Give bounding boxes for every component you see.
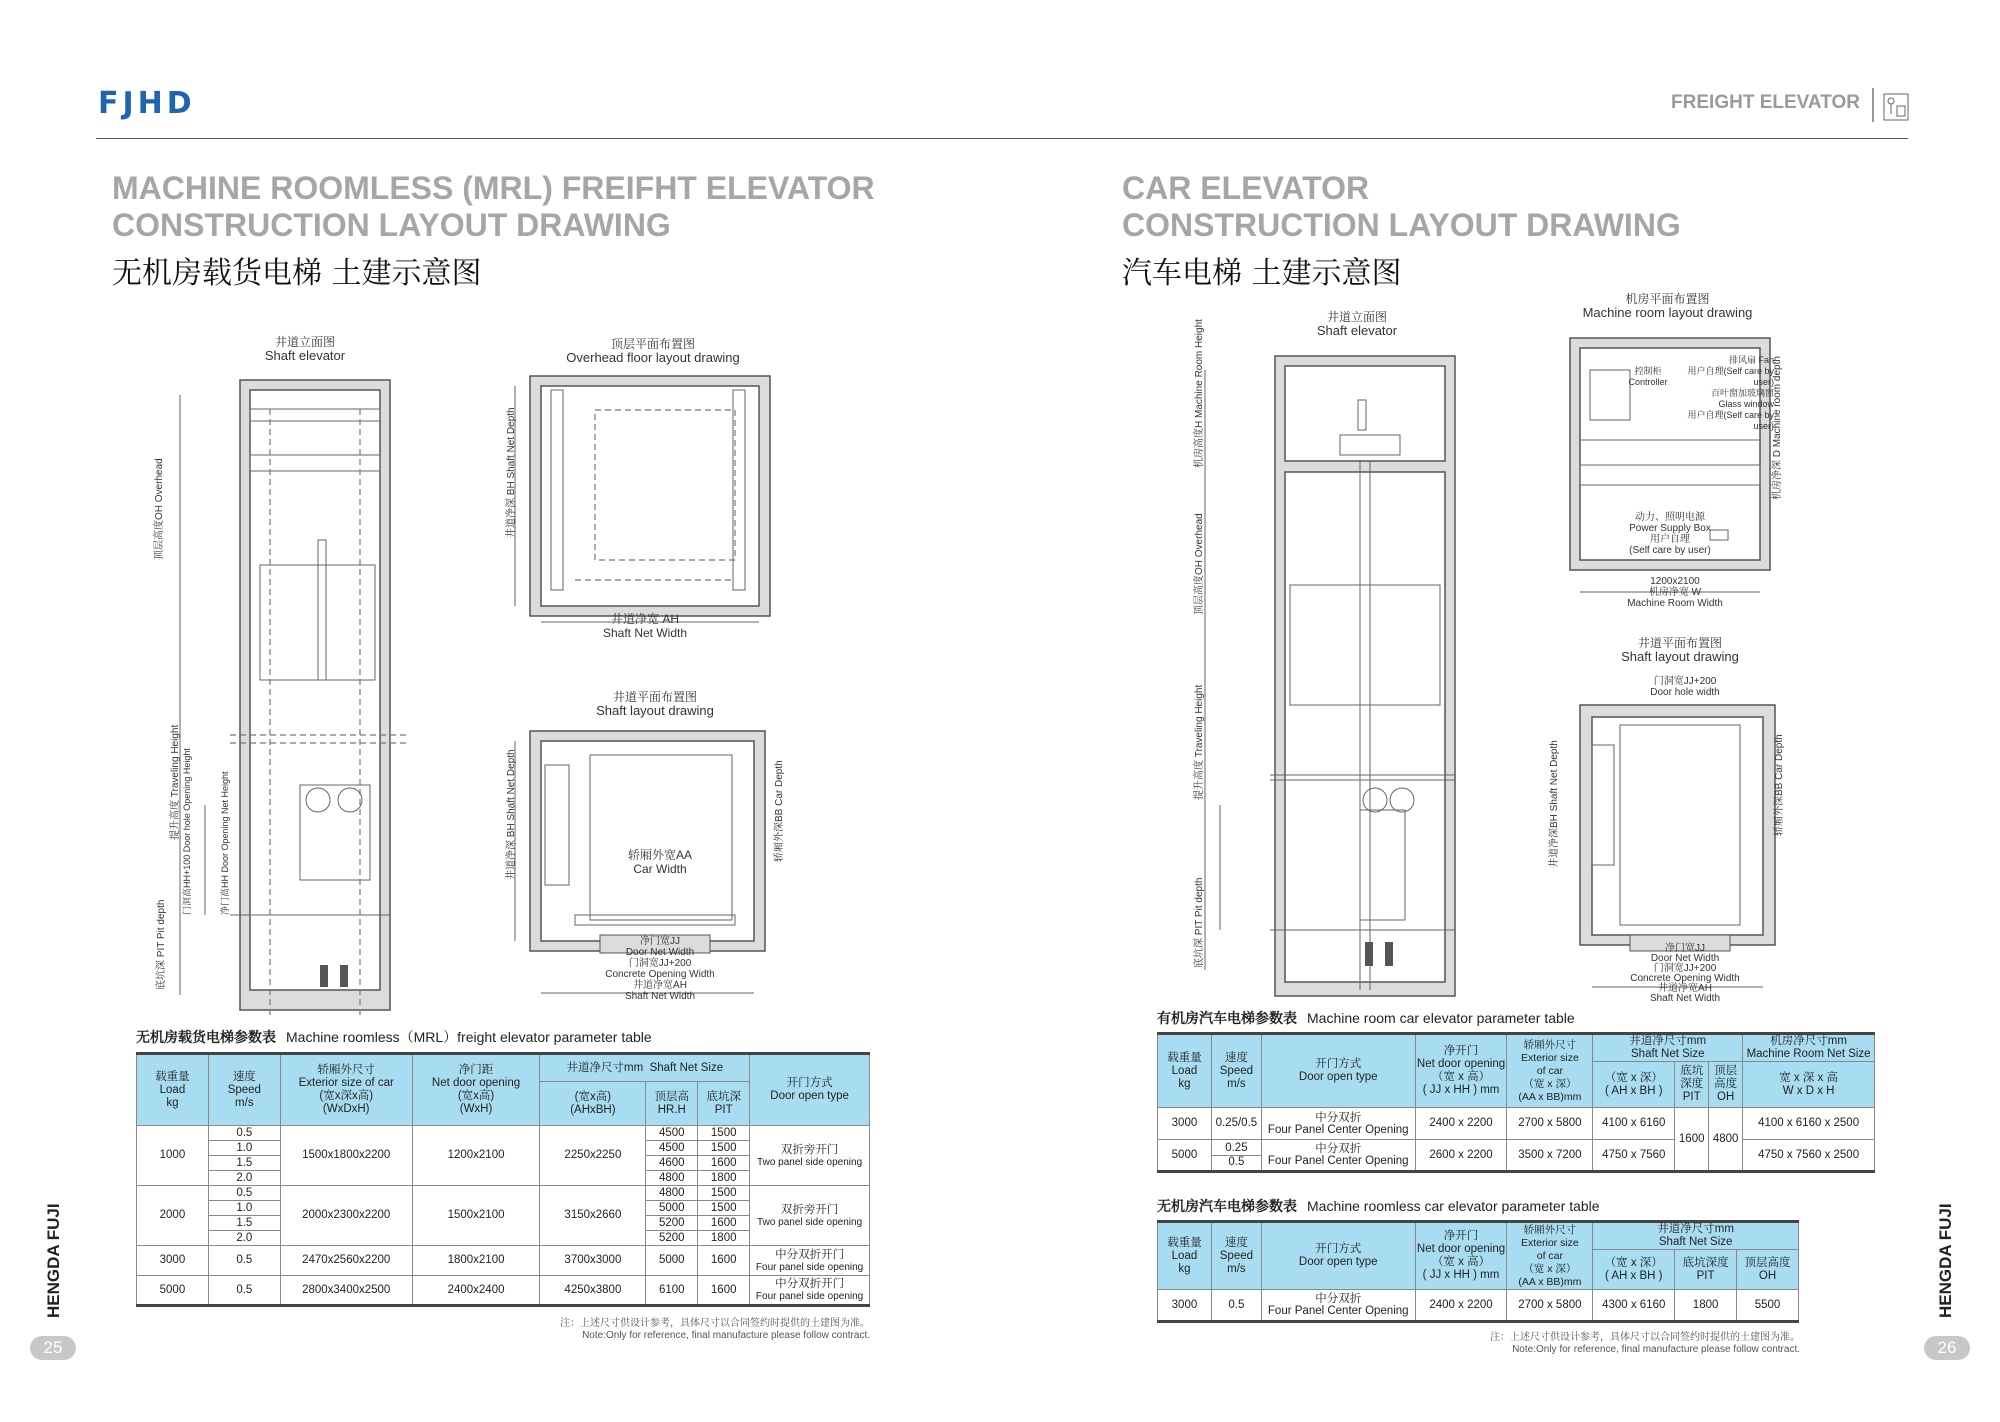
right-mr-fan-label: 排风扇 Fan 用户自理(Self care by user) 百叶窗加玻璃窗 Glass window 用户自理(Self care by user) — [1687, 355, 1774, 431]
left-overhead-label: 顶层平面布置图 Overhead floor layout drawing — [566, 337, 740, 365]
table-row: 2.0 5200 1800 — [137, 1231, 870, 1246]
table-row: 5000 0.5 2800x3400x2500 2400x2400 4250x3800 6100 1600 中分双折开门 Four panel side opening — [137, 1276, 870, 1306]
right-machine-room-label: 机房平面布置图 Machine room layout drawing — [1582, 292, 1753, 320]
header-divider — [96, 138, 1908, 139]
table-row: 1.0 4500 1500 — [137, 1141, 870, 1156]
right-mr-depth-dim: 机房净深 D Machine room depth — [1772, 356, 1783, 500]
table-row: 1.5 5200 1600 — [137, 1216, 870, 1231]
right-travel-dim: 提升高度 Traveling Height — [1194, 684, 1205, 800]
left-shaft-elevator-label: 井道立面图 Shaft elevator — [264, 335, 346, 363]
right-mr-height-dim: 机房高度H Machine Room Height — [1194, 319, 1205, 468]
right-plan-bb-dim: 轿厢外深BB Car Depth — [1774, 734, 1785, 836]
th-load: 载重量 Load kg — [137, 1054, 209, 1126]
left-shaft-layout-label: 井道平面布置图 Shaft layout drawing — [596, 690, 714, 718]
car-elevator-param-table: 载重量 Load kg 速度 Speed m/s 开门方式 Door open type 净开门 Net door opening （宽 x 高） ( JJ x HH ) mm 轿厢外尺寸 Exterior size of car （宽 x 深） (AA x BB)mm 井道净尺寸mm Shaft Net Size 机房净尺寸mm Machine Room Net Size （宽 x 深） ( AH x BH ) 底坑 深度 PIT 顶层 高度 OH 宽 x 深 x 高 W x D x H 3000 0.25/0.5 中分双折 Four Panel Center Opening 2400 x 2200 2700 x 5800 4100 x 6160 1600 4800 4100 x 6160 x 2500 5000 0.25 0.5 中分双折 Four Panel Center Opening 2600 x 2200 3500 x 7200 4750 x 7560 4750 x 7560 x 2500 — [1157, 1032, 1875, 1173]
right-pit-dim: 底坑深 PIT Pit depth — [1194, 877, 1205, 968]
right-table1-title: 有机房汽车电梯参数表 Machine room car elevator parameter table — [1157, 1010, 1575, 1027]
left-table-title: 无机房载货电梯参数表 Machine roomless（MRL）freight elevator parameter table — [136, 1029, 652, 1046]
th-shaft-wd: (宽x高) (AHxBH) — [540, 1082, 646, 1126]
right-table2-title: 无机房汽车电梯参数表 Machine roomless car elevator parameter table — [1157, 1198, 1600, 1215]
left-overhead-bh-dim: 井道净深 BH Shaft Net Depth — [506, 407, 517, 538]
left-travel-dim: 提升高度 Traveling Height — [170, 724, 181, 840]
left-door-height-dim: 门洞高HH+100 Door hole Opening Height — [182, 748, 192, 915]
left-plan-bh-dim: 井道净深 BH Shaft Net Depth — [506, 749, 517, 880]
right-title-en-2: CONSTRUCTION LAYOUT DRAWING — [1122, 207, 1681, 243]
left-overhead-ah-dim: 井道净宽 AH Shaft Net Width — [602, 612, 688, 640]
table-row: 2000 0.5 2000x2300x2200 1500x2100 3150x2660 4800 1500 双折旁开门 Two panel side opening — [137, 1186, 870, 1201]
th-shaft-group: 井道净尺寸mm Shaft Net Size — [540, 1054, 750, 1082]
table-row: 1000 0.5 1500x1800x2200 1200x2100 2250x2250 4500 1500 双折旁开门 Two panel side opening — [137, 1126, 870, 1141]
th-door: 净门距 Net door opening (宽x高) (WxH) — [412, 1054, 540, 1126]
side-brand-left: HENGDA FUJI — [44, 1203, 63, 1318]
table-row: 5000 0.25 0.5 中分双折 Four Panel Center Opening 2600 x 2200 3500 x 7200 4750 x 7560 4750 x 7560 x 2500 — [1158, 1140, 1875, 1172]
th-speed: 速度 Speed m/s — [208, 1054, 280, 1126]
right-shaft-elevator-label: 井道立面图 Shaft elevator — [1316, 310, 1398, 338]
left-plan-door-dims: 净门宽JJ Door Net Width 门洞宽JJ+200 Concrete Opening Width 井道净宽AH Shaft Net Width — [605, 936, 715, 1002]
table-row: 3000 0.5 中分双折 Four Panel Center Opening 2400 x 2200 2700 x 5800 4300 x 6160 1800 5500 — [1158, 1290, 1799, 1322]
table-row: 1.5 4600 1600 — [137, 1156, 870, 1171]
elevator-icon — [1872, 88, 1908, 122]
mrl-car-elevator-param-table: 载重量 Load kg 速度 Speed m/s 开门方式 Door open type 净开门 Net door opening （宽 x 高） ( JJ x HH ) mm 轿厢外尺寸 Exterior size of car （宽 x 深） (AA x BB)mm 井道净尺寸mm Shaft Net Size （宽 x 深） ( AH x BH ) 底坑深度 PIT 顶层高度 OH 3000 0.5 中分双折 Four Panel Center Opening 2400 x 2200 2700 x 5800 4300 x 6160 1800 5500 — [1157, 1220, 1799, 1323]
side-brand-right: HENGDA FUJI — [1936, 1203, 1955, 1318]
right-mr-width-dim: 1200x2100 机房净宽 W Machine Room Width — [1627, 576, 1723, 609]
table-row: 1.0 5000 1500 — [137, 1201, 870, 1216]
table-row: 3000 0.25/0.5 中分双折 Four Panel Center Opening 2400 x 2200 2700 x 5800 4100 x 6160 1600 4800 4100 x 6160 x 2500 — [1158, 1108, 1875, 1140]
th-shaft-top: 顶层高 HR.H — [646, 1082, 698, 1126]
left-plan-bb-dim: 轿厢外深BB Car Depth — [774, 760, 785, 862]
left-title-en-1: MACHINE ROOMLESS (MRL) FREIFHT ELEVATOR — [112, 170, 875, 206]
left-title-cn: 无机房载货电梯 土建示意图 — [112, 256, 482, 291]
right-title-cn: 汽车电梯 土建示意图 — [1122, 256, 1402, 291]
right-plan-door-hole-dim: 门洞宽JJ+200 Door hole width — [1650, 676, 1720, 698]
mrl-freight-param-table — [136, 1052, 870, 1307]
page-number-right: 26 — [1924, 1336, 1970, 1360]
left-door-net-height-dim: 净门高HH Door Opening Net Height — [220, 771, 230, 915]
brand-logo: FJHD — [98, 86, 196, 121]
right-shaft-elevation-drawing — [1180, 350, 1440, 990]
right-plan-bh-dim: 井道净深BH Shaft Net Depth — [1549, 740, 1560, 868]
left-overhead-dim: 顶层高度OH Overhead — [154, 458, 165, 560]
right-table-note: 注：上述尺寸供设计参考，具体尺寸以合同签约时提供的土建图为准。 Note:Only for reference, final manufacture please follow contract. — [1490, 1332, 1800, 1355]
th-shaft-pit: 底坑深 PIT — [698, 1082, 750, 1126]
left-plan-aa-dim: 轿厢外宽AA Car Width — [627, 848, 692, 876]
right-power-label: 动力、照明电源 Power Supply Box 用户自理 (Self care by user) — [1629, 512, 1711, 556]
page-number-left: 25 — [30, 1336, 76, 1360]
th-car-size: 轿厢外尺寸 Exterior size of car (宽x深x高) (WxDxH) — [280, 1054, 412, 1126]
th-open-type: 开门方式 Door open type — [750, 1054, 870, 1126]
left-overhead-plan-drawing — [505, 370, 755, 630]
left-pit-dim: 底坑深 PIT Pit depth — [156, 899, 167, 990]
right-plan-door-dims: 净门宽JJ Door Net Width 门洞宽JJ+200 Concrete Opening Width 井道净宽AH Shaft Net Width — [1630, 943, 1740, 1004]
left-table-note: 注：上述尺寸供设计参考，具体尺寸以合同签约时提供的土建图为准。 Note:Only for reference, final manufacture please follow contract. — [560, 1318, 870, 1341]
table-row: 2.0 4800 1800 — [137, 1171, 870, 1186]
table-row: 3000 0.5 2470x2560x2200 1800x2100 3700x3000 5000 1600 中分双折开门 Four panel side opening — [137, 1246, 870, 1276]
section-label: FREIGHT ELEVATOR — [1671, 92, 1860, 113]
right-controller-label: 控制柜 Controller — [1628, 366, 1668, 387]
right-shaft-layout-label: 井道平面布置图 Shaft layout drawing — [1621, 636, 1739, 664]
left-title-en-2: CONSTRUCTION LAYOUT DRAWING — [112, 207, 671, 243]
right-overhead-dim: 顶层高度OH Overhead — [1194, 513, 1205, 615]
right-title-en-1: CAR ELEVATOR — [1122, 170, 1370, 206]
